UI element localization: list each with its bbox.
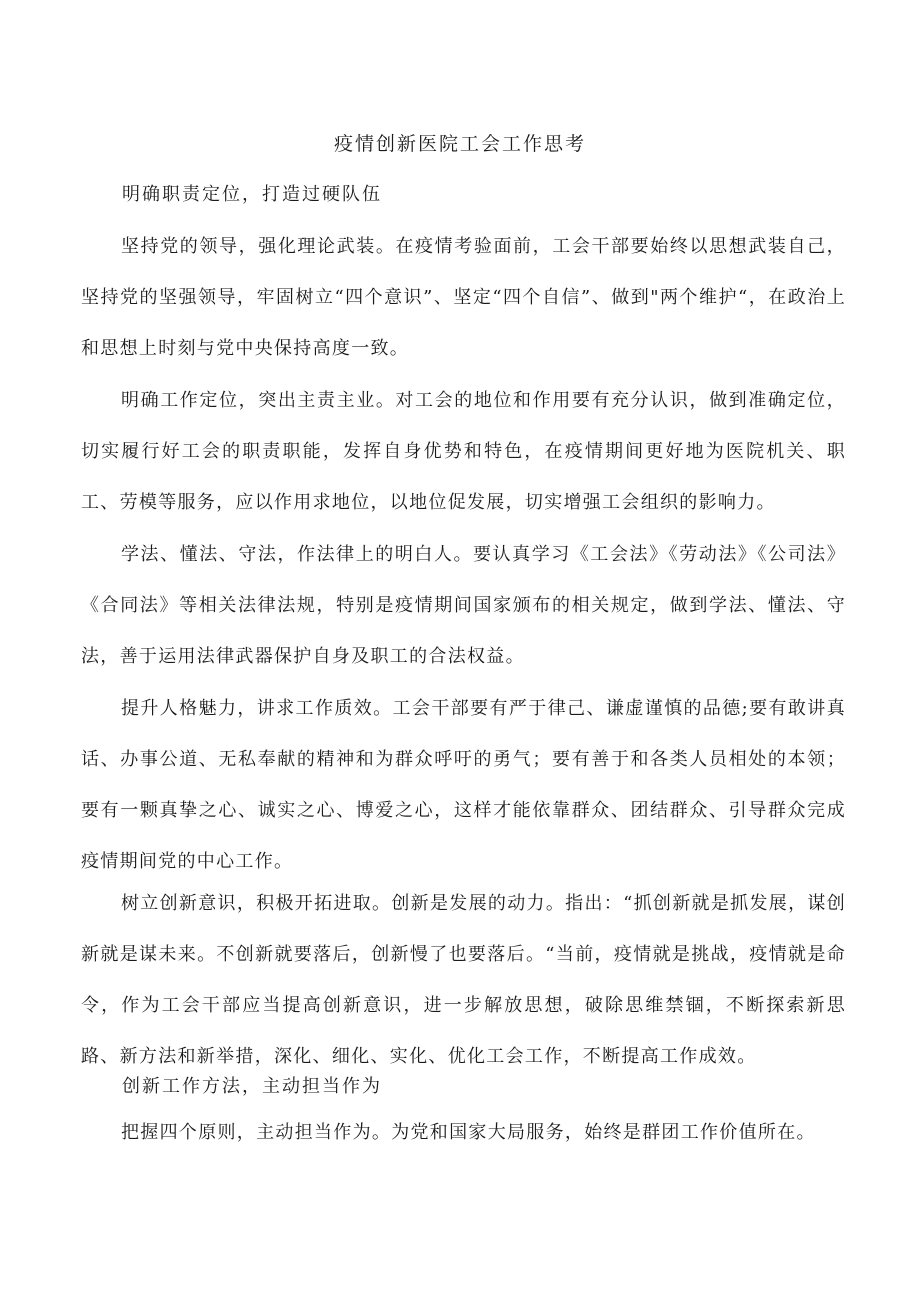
paragraph-innovation: 树立创新意识，积极开拓进取。创新是发展的动力。指出：“抓创新就是抓发展，谋创新就是谋未来。不创新就要落后，创新慢了也要落后。“当前，疫情就是挑战，疫情就是命令，作为工会干部应当提高创新意识，进一步解放思想，破除思维禁锢，不断探索新思路、新方法和新举措，深化、细化、实化、优化工会工作，不断提高工作成效。 — [81, 893, 846, 1067]
paragraph-personal-charm: 提升人格魅力，讲求工作质效。工会干部要有严于律己、谦虚谨慎的品德;要有敢讲真话、办事公道、无私奉献的精神和为群众呼吁的勇气；要有善于和各类人员相处的本领；要有一颗真挚之心、诚实之心、博爱之心，这样才能依靠群众、团结群众、引导群众完成疫情期间党的中心工作。 — [81, 698, 846, 872]
paragraph-party-leadership: 坚持党的领导，强化理论武装。在疫情考验面前，工会干部要始终以思想武装自己，坚持党的坚强领导，牢固树立“四个意识”、坚定“四个自信”、做到"两个维护“，在政治上和思想上时刻与党中央保持高度一致。 — [81, 236, 846, 359]
paragraph-four-principles: 把握四个原则，主动担当作为。为党和国家大局服务，始终是群团工作价值所在。 — [121, 1122, 816, 1143]
section-heading-2: 创新工作方法，主动担当作为 — [122, 1076, 382, 1097]
section-heading-1: 明确职责定位，打造过硬队伍 — [122, 184, 382, 205]
document-title: 疫情创新医院工会工作思考 — [333, 133, 586, 155]
paragraph-work-position: 明确工作定位，突出主责主业。对工会的地位和作用要有充分认识，做到准确定位，切实履行好工会的职责职能，发挥自身优势和特色，在疫情期间更好地为医院机关、职工、劳模等服务，应以作用求地位，以地位促发展，切实增强工会组织的影响力。 — [81, 390, 846, 513]
paragraph-law: 学法、懂法、守法，作法律上的明白人。要认真学习《工会法》《劳动法》《公司法》《合同法》等相关法律法规，特别是疫情期间国家颁布的相关规定，做到学法、懂法、守法，善于运用法律武器保护自身及职工的合法权益。 — [81, 544, 846, 667]
